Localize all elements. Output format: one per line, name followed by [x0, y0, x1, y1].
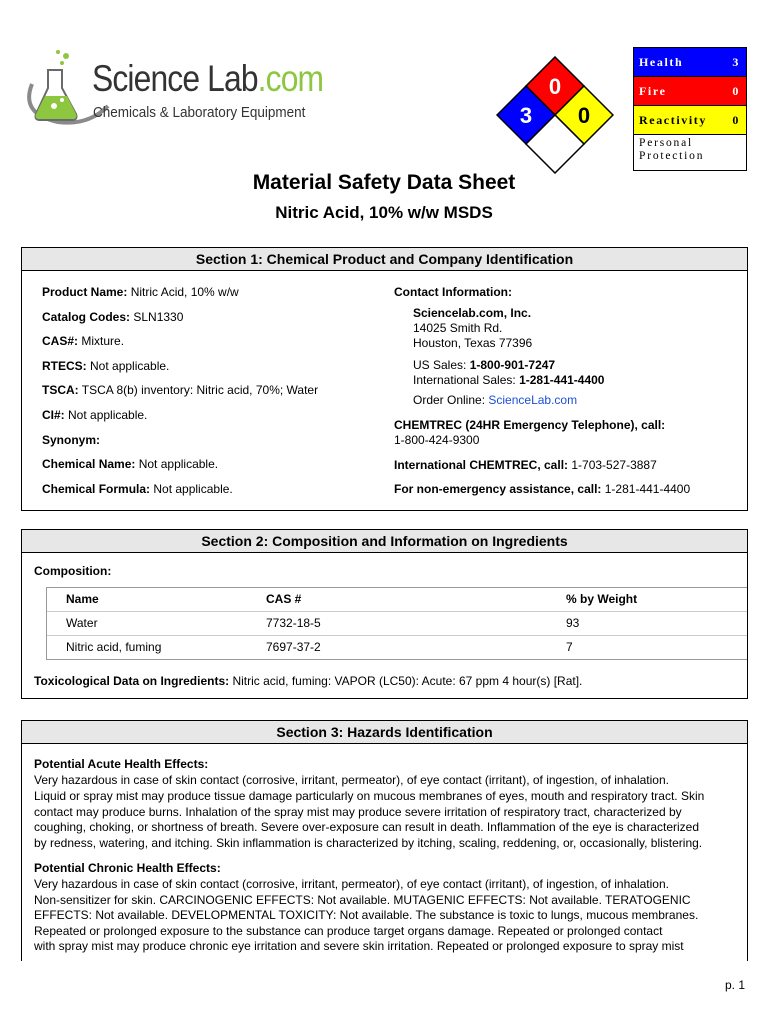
column-header-cas: CAS # [266, 592, 302, 606]
field-catalog-codes: Catalog Codes: SLN1330 [42, 310, 184, 324]
nfpa-health-value: 3 [519, 103, 533, 128]
field-synonym: Synonym: [42, 433, 101, 447]
field-chemical-formula: Chemical Formula: Not applicable. [42, 482, 233, 496]
hmis-reactivity-value: 0 [732, 112, 740, 127]
chronic-effects-label: Potential Chronic Health Effects: [34, 861, 221, 875]
column-header-weight: % by Weight [566, 592, 638, 606]
field-product-name: Product Name: Nitric Acid, 10% w/w [42, 285, 239, 299]
hmis-health-value: 3 [732, 54, 740, 69]
chronic-effects-line: Non-sensitizer for skin. CARCINOGENIC EFFECTS: Not available. MUTAGENIC EFFECTS: Not available. TERATOGENIC [34, 893, 691, 907]
chronic-effects-line: EFFECTS: Not available. DEVELOPMENTAL TOXICITY: Not available. The substance is toxic to lungs, mucous membranes. [34, 908, 699, 922]
page-number: p. 1 [724, 978, 745, 992]
section-1 [21, 247, 748, 511]
field-ci: CI#: Not applicable. [42, 408, 148, 422]
table-row [47, 611, 747, 635]
hmis-fire-value: 0 [732, 83, 740, 98]
acute-effects-line: Liquid or spray mist may produce tissue damage particularly on mucous membranes of eyes, mouth and respiratory tract. Skin [34, 789, 705, 803]
contact-label: Contact Information: [394, 285, 512, 299]
hmis-ppe-row [634, 135, 746, 170]
section-2 [21, 529, 748, 699]
hmis-ppe-line2: Protection [639, 150, 705, 162]
document-title: Material Safety Data Sheet [252, 171, 516, 194]
table-header-row [47, 588, 747, 611]
section-3 [21, 720, 748, 961]
cell-name: Nitric acid, fuming [66, 640, 162, 654]
acute-effects-line: by redness, watering, and itching. Skin inflammation is characterized by itching, scaling, reddening, or, occasionally, blistering. [34, 836, 703, 850]
brand-name [92, 58, 323, 100]
composition-label: Composition: [34, 564, 112, 578]
international-sales: International Sales: 1-281-441-4400 [413, 373, 605, 387]
chronic-effects-line: with spray mist may produce chronic eye irritation and severe skin irritation. Repeated or prolonged exposure to spray mist [34, 939, 684, 953]
section-1-heading: Section 1: Chemical Product and Company Identification [22, 248, 747, 271]
brand-tagline: Chemicals & Laboratory Equipment [93, 104, 306, 121]
chronic-effects-line: Very hazardous in case of skin contact (corrosive, irritant, permeator), of eye contact (irritant), of ingestion, of inhalation. [34, 877, 669, 891]
section-3-heading: Section 3: Hazards Identification [22, 721, 747, 744]
hmis-label [633, 47, 747, 171]
acute-effects-label: Potential Acute Health Effects: [34, 757, 209, 771]
hmis-fire-row [634, 77, 746, 106]
section-2-heading: Section 2: Composition and Information on Ingredients [22, 530, 747, 553]
cell-weight: 7 [566, 640, 573, 654]
acute-effects-line: contact may produce burns. Inhalation of the spray mist may produce severe irritation of respiratory tract, characterized by [34, 805, 682, 819]
brand-name-domain: .com [257, 58, 324, 99]
field-rtecs: RTECS: Not applicable. [42, 359, 170, 373]
order-online: Order Online: ScienceLab.com [413, 393, 578, 407]
document-subtitle: Nitric Acid, 10% w/w MSDS [275, 203, 493, 222]
chemtrec-label: CHEMTREC (24HR Emergency Telephone), call: [394, 418, 666, 432]
column-header-name: Name [66, 592, 99, 606]
company-address-2: Houston, Texas 77396 [413, 336, 533, 350]
company-name: Sciencelab.com, Inc. [413, 306, 532, 320]
acute-effects-line: coughing, choking, or shortness of breath. Severe over-exposure can result in death. Inflammation of the eye is characterized [34, 820, 700, 834]
hmis-reactivity-row [634, 106, 746, 135]
order-online-link[interactable]: ScienceLab.com [488, 393, 578, 407]
hmis-reactivity-label: Reactivity [639, 112, 707, 127]
nfpa-diamond-icon [496, 56, 614, 174]
chemtrec-number: 1-800-424-9300 [394, 433, 480, 447]
field-tsca: TSCA: TSCA 8(b) inventory: Nitric acid, 70%; Water [42, 383, 319, 397]
us-sales: US Sales: 1-800-901-7247 [413, 358, 556, 372]
nfpa-reactivity-value: 0 [577, 103, 591, 128]
cell-name: Water [66, 616, 98, 630]
nfpa-fire-value: 0 [548, 74, 562, 99]
hmis-fire-label: Fire [639, 83, 667, 98]
cell-weight: 93 [566, 616, 580, 630]
field-chemical-name: Chemical Name: Not applicable. [42, 457, 219, 471]
chronic-effects-line: Repeated or prolonged exposure to the substance can produce target organs damage. Repeated or prolonged contact [34, 924, 663, 938]
composition-table [46, 587, 747, 660]
brand-name-main: Science Lab [92, 58, 258, 99]
non-emergency-assistance: For non-emergency assistance, call: 1-281-441-4400 [394, 482, 691, 496]
cell-cas: 7732-18-5 [266, 616, 321, 630]
international-chemtrec: International CHEMTREC, call: 1-703-527-3887 [394, 458, 657, 472]
field-cas: CAS#: Mixture. [42, 334, 125, 348]
toxicological-data: Toxicological Data on Ingredients: Nitric acid, fuming: VAPOR (LC50): Acute: 67 ppm 4 hour(s) [Rat]. [34, 674, 583, 688]
hmis-health-row [634, 48, 746, 77]
table-row [47, 635, 747, 659]
cell-cas: 7697-37-2 [266, 640, 321, 654]
acute-effects-line: Very hazardous in case of skin contact (corrosive, irritant, permeator), of eye contact (irritant), of ingestion, of inhalation. [34, 773, 669, 787]
hmis-health-label: Health [639, 54, 684, 69]
company-address-1: 14025 Smith Rd. [413, 321, 503, 335]
hmis-ppe-line1: Personal [639, 137, 694, 149]
